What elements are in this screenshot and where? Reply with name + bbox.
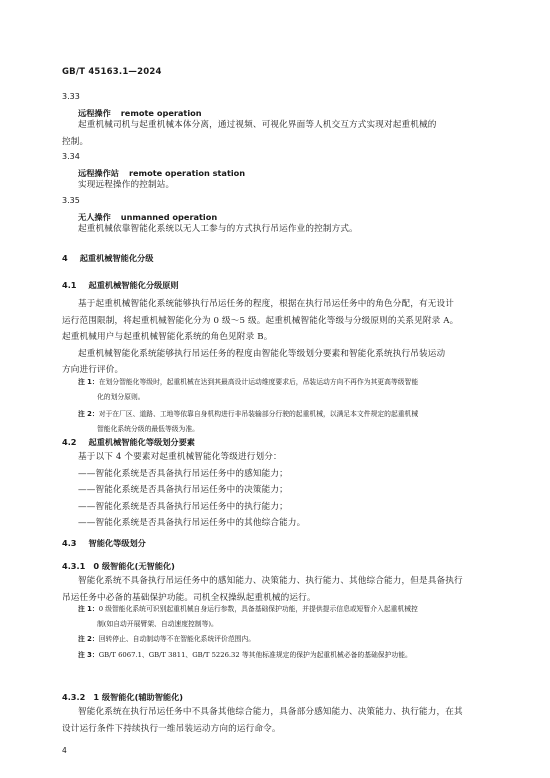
note-label: 注 1： — [78, 378, 99, 386]
term-en: unmanned operation — [120, 212, 218, 222]
term-definition — [78, 177, 174, 194]
term-zh: 无人操作 — [78, 212, 111, 222]
note — [78, 602, 418, 662]
section-number: 4.1 — [62, 280, 77, 290]
note-label: 注 2： — [78, 635, 99, 643]
paragraph-line: 运行范围限制，将起重机械智能化分为 0 级～5 级。起重机械智能化等级与分级原则的关系见附录 A。 — [62, 315, 459, 326]
paragraph — [62, 704, 463, 737]
section-heading — [62, 253, 153, 264]
note — [78, 375, 418, 436]
definition-line: 起重机械依靠智能化系统以无人工参与的方式执行吊运作业的控制方式。 — [78, 224, 358, 234]
note-line: 对于在厂区、道路、工地等依靠自身机构进行非吊装输部分行驶的起重机械，以满足本文件规定的起重机械 — [98, 410, 419, 418]
term-number: 3.33 — [62, 92, 80, 101]
section-number: 4 — [62, 253, 68, 263]
list-item: ——智能化系统是否具备执行吊运任务中的感知能力； — [78, 468, 288, 479]
subsection-heading — [62, 538, 146, 549]
subsection-heading — [62, 437, 195, 448]
paragraph-line: 智能化系统不具备执行吊运任务中的感知能力、决策能力、执行能力、其他综合能力，但是具备执行 — [78, 576, 463, 586]
note-line: GB/T 6067.1、GB/T 3811、GB/T 5226.32 等其他标准规定的保护为起重机械必备的基础保护功能。 — [98, 650, 412, 659]
note-line: 在划分智能化等级时，起重机械在达到其最高设计运动维度要求后，吊装运动方向不再作为其更高等级智能 — [98, 378, 419, 386]
paragraph-line: 智能化系统在执行吊运任务中不具备其他综合能力，具备部分感知能力、决策能力、执行能力，在其 — [78, 707, 463, 717]
section-title: 0 级智能化(无智能化) — [93, 561, 175, 571]
paragraph-line: 基于起重机械智能化系统能够执行吊运任务的程度，根据在执行吊运任务中的角色分配，有无设计 — [78, 299, 454, 309]
paragraph-line: 起重机械用户与起重机械智能化系统的角色见附录 B。 — [62, 332, 273, 342]
subsection-heading — [62, 692, 183, 703]
standard-header: GB/T 45163.1—2024 — [62, 67, 162, 77]
section-title: 智能化等级划分 — [88, 538, 146, 548]
section-title: 1 级智能化(辅助智能化) — [93, 692, 184, 702]
page-number: 4 — [62, 746, 67, 755]
paragraph — [62, 449, 305, 532]
term-en: remote operation station — [128, 168, 246, 178]
note-label: 注 3： — [78, 650, 99, 659]
subsection-heading — [62, 561, 175, 572]
paragraph-line: 方向进行评价。 — [62, 365, 124, 375]
list-item: ——智能化系统是否具备执行吊运任务中的决策能力； — [78, 485, 288, 495]
paragraph-line: 吊运任务中必备的基础保护功能。司机全权操纵起重机械的运行。 — [62, 592, 316, 603]
term-definition — [62, 117, 437, 150]
section-number: 4.2 — [62, 437, 77, 447]
term-zh: 远程操作站 — [78, 168, 119, 178]
note-line: 0 级智能化系统可识别起重机械自身运行参数，具备基础保护功能，并提供提示信息或短暂介入起重机械控 — [98, 605, 418, 613]
paragraph — [62, 296, 458, 379]
term-definition — [78, 221, 358, 238]
term-number: 3.35 — [62, 196, 80, 205]
term-en: remote operation — [120, 108, 202, 118]
note-line: 回转停止、自动制动等不在智能化系统评价范围内。 — [98, 635, 256, 643]
term-zh: 远程操作 — [78, 108, 111, 118]
note-label: 注 2： — [78, 410, 99, 418]
section-number: 4.3 — [62, 538, 77, 548]
term-number: 3.34 — [62, 152, 80, 161]
list-item: ——智能化系统是否具备执行吊运任务中的其他综合能力。 — [78, 518, 306, 528]
note-label: 注 1： — [78, 605, 99, 613]
definition-line: 控制。 — [62, 136, 89, 147]
section-number: 4.3.1 — [62, 561, 86, 571]
paragraph-line: 基于以下 4 个要素对起重机械智能化等级进行划分： — [78, 452, 282, 462]
paragraph-line: 起重机械智能化系统能够执行吊运任务的程度由智能化等级划分要素和智能化系统执行吊装运动 — [78, 348, 446, 359]
section-number: 4.3.2 — [62, 692, 86, 702]
paragraph-line: 设计运行条件下持续执行一维吊装运动方向的运行命令。 — [62, 723, 281, 734]
definition-line: 起重机械司机与起重机械本体分离，通过视频、可视化界面等人机交互方式实现对起重机械的 — [78, 120, 437, 130]
note-line: 化的划分原则。 — [97, 392, 145, 401]
definition-line: 实现远程操作的控制站。 — [78, 180, 175, 190]
section-title: 起重机械智能化分级 — [79, 253, 154, 263]
note-line: 制(如自动开展臂架、自动速度控制等)。 — [97, 619, 218, 628]
section-title: 起重机械智能化分级原则 — [88, 280, 179, 290]
list-item: ——智能化系统是否具备执行吊运任务中的执行能力； — [78, 501, 288, 512]
section-title: 起重机械智能化等级划分要素 — [88, 437, 195, 447]
note-line: 智能化系统分级的最低等级为准。 — [97, 424, 199, 433]
subsection-heading — [62, 280, 179, 291]
